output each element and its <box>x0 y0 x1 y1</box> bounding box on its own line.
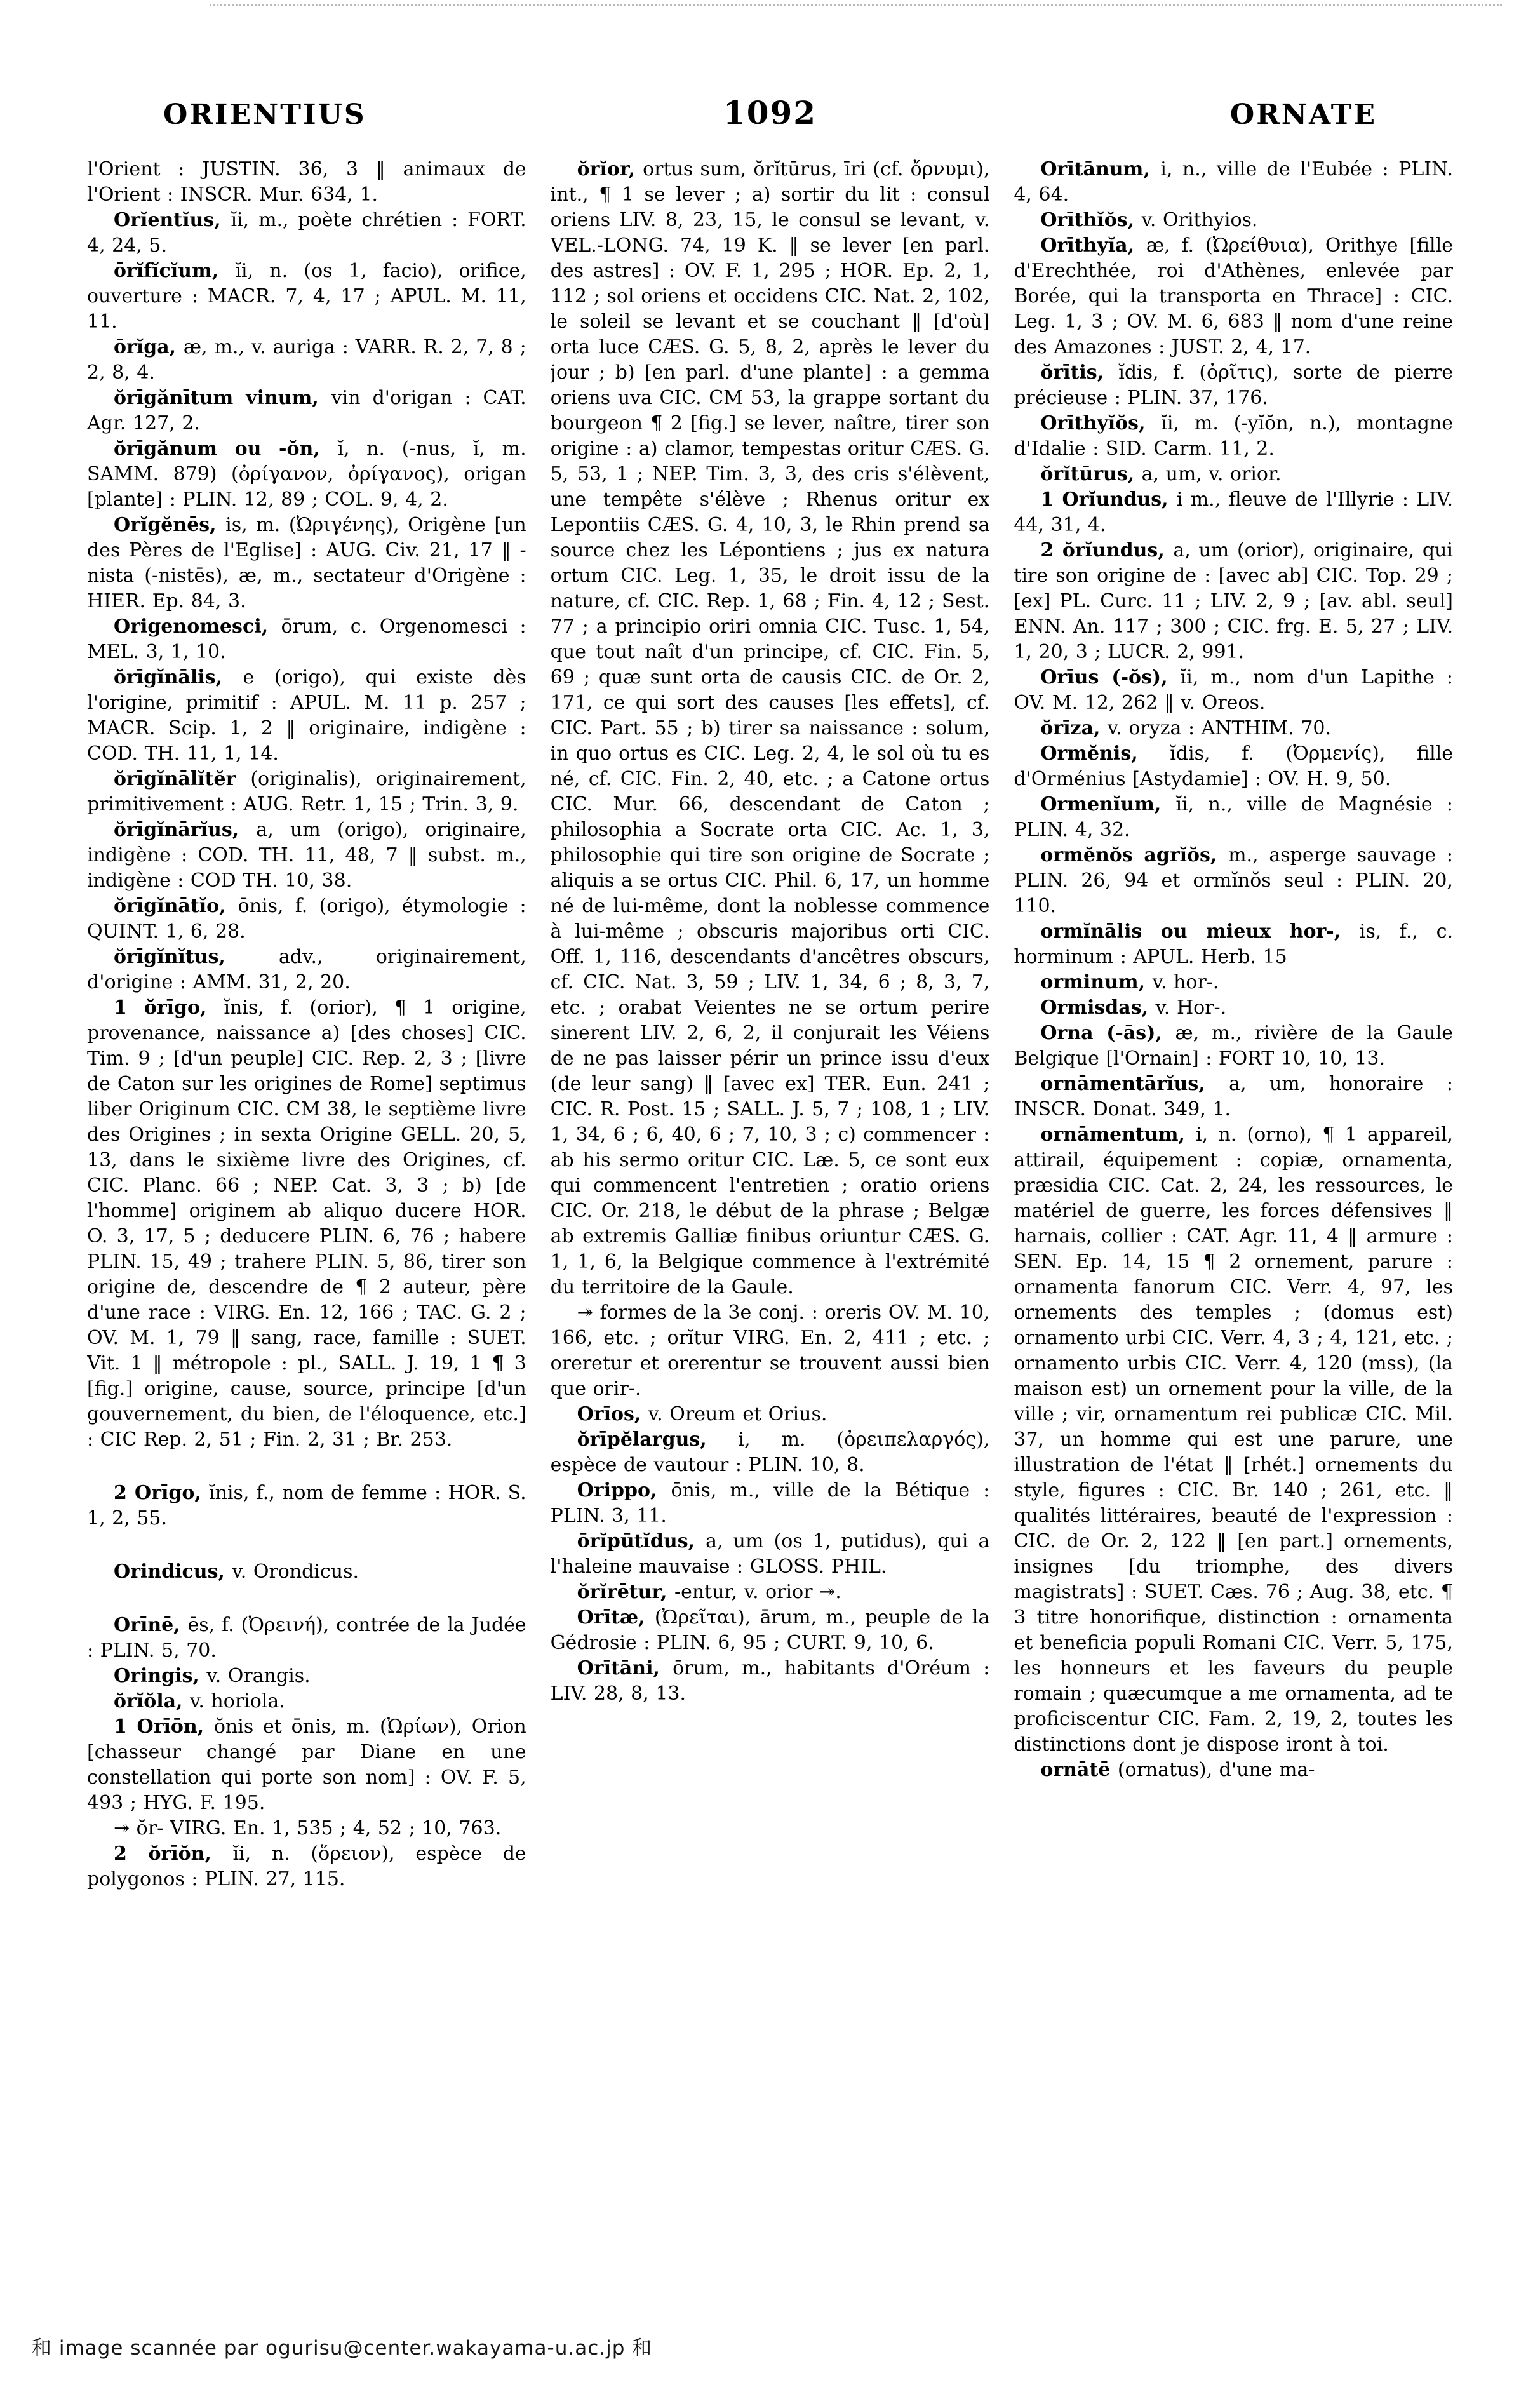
headword: Orīus (-ŏs), <box>1040 666 1181 689</box>
dictionary-entry: ↠ ŏr- VIRG. En. 1, 535 ; 4, 52 ; 10, 763. <box>114 1817 502 1839</box>
dictionary-entry: 1 ŏrīgo, ĭnis, f. (orior), ¶ 1 origine, provenance, naissance a) [des choses] CIC. Tim. 9 ; [d'un peuple] CIC. Rep. 2, 3 ; [livre de Caton sur les origines de Rome] septimus liber Originum CIC. CM 38, le septième livre des Origines ; in sexta Origine GELL. 20, 5, 13, dans le sixième livre des Origines, cf. CIC. Planc. 66 ; NEP. Cat. 3, 3 ; b) [de l'homme] originem ab aliquo ducere HOR. O. 3, 17, 5 ; deducere PLIN. 6, 76 ; habere PLIN. 15, 49 ; trahere PLIN. 5, 86, tirer son origine de, descendre de ¶ 2 auteur, père d'une race : VIRG. En. 12, 166 ; TAC. G. 2 ; OV. M. 1, 79 ‖ sang, race, famille : SUET. Vit. 1 ‖ métropole : pl., SALL. J. 19, 1 ¶ 3 [fig.] origine, cause, source, principe [d'un gouvernement, du bien, de l'éloquence, etc.] : CIC Rep. 2, 51 ; Fin. 2, 31 ; Br. 253. <box>87 997 526 1451</box>
column-center <box>551 157 990 2272</box>
headword: ormĕnŏs agrĭŏs, <box>1040 844 1229 866</box>
dictionary-entry: ŏrīgĭnārĭus, a, um (origo), originaire, indigène : COD. TH. 11, 48, 7 ‖ subst. m., indigène : COD TH. 10, 38. <box>87 819 526 892</box>
dictionary-entry: 2 Orīgo, ĭnis, f., nom de femme : HOR. S. 1, 2, 55. <box>87 1482 526 1529</box>
dictionary-entry: Orīnē, ēs, f. (Ὀρεινή), contrée de la Judée : PLIN. 5, 70. <box>87 1614 526 1662</box>
dictionary-entry: ŏrīgĭnālĭtĕr (originalis), originairement, primitivement : AUG. Retr. 1, 15 ; Trin. 3, 9. <box>87 768 526 816</box>
headword: 2 ŏrīŏn, <box>114 1843 233 1865</box>
headword: orminum, <box>1040 971 1153 993</box>
headword: ŏrīgĭnālĭtĕr <box>114 768 251 790</box>
dictionary-entry: Orna (-ās), æ, m., rivière de la Gaule Belgique [l'Ornain] : FORT 10, 10, 13. <box>1014 1022 1453 1070</box>
dictionary-entry: ornāmentum, i, n. (orno), ¶ 1 appareil, attirail, équipement : copiæ, ornamenta, præsidia CIC. Cat. 2, 24, les ressources, le matériel de guerre, les forces défensives ‖ harnais, collier : CAT. Agr. 11, 4 ‖ armure : SEN. Ep. 14, 15 ¶ 2 ornement, parure : ornamenta fanorum CIC. Verr. 4, 97, les ornements des temples ; (domus est) ornamento urbi CIC. Verr. 4, 3 ; 4, 121, etc. ; ornamento urbis CIC. Verr. 4, 120 (mss), (la maison est) un ornement pour la ville, de la ville ; vir, ornamentum rei publicæ CIC. Mil. 37, un homme qui est une parure, une illustration de l'état ‖ [rhét.] ornements du style, figures : CIC. Br. 140 ; 261, etc. ‖ qualités littéraires, beauté de l'expression : CIC. de Or. 2, 122 ‖ [en part.] ornements, insignes [du triomphe, des divers magistrats] : SUET. Cæs. 76 ; Aug. 38, etc. ¶ 3 titre honorifique, distinction : ornamenta et beneficia populi Romani CIC. Verr. 5, 175, les honneurs et les faveurs du peuple romain ; quæcumque a me ornamenta, ad te proficiscentur CIC. Fam. 2, 19, 2, toutes les distinctions dont je dispose iront à toi. <box>1014 1124 1454 1756</box>
dictionary-entry: Orītānum, i, n., ville de l'Eubée : PLIN. 4, 64. <box>1014 158 1454 206</box>
dictionary-entry: ōrĭpūtĭdus, a, um (os 1, putidus), qui a l'haleine mauvaise : GLOSS. PHIL. <box>550 1530 990 1578</box>
dictionary-entry: orminum, v. hor-. <box>1040 971 1219 993</box>
dictionary-entry: Orĭgĕnēs, is, m. (Ὠριγένης), Origène [un des Pères de l'Eglise] : AUG. Civ. 21, 17 ‖ -nista (-nistēs), æ, m., sectateur d'Origène : HIER. Ep. 84, 3. <box>87 514 526 612</box>
dictionary-entry: Orippo, ōnis, m., ville de la Bétique : PLIN. 3, 11. <box>550 1479 990 1527</box>
headword: ŏrīgĭnālis, <box>114 666 243 689</box>
dictionary-entry: ormĕnŏs agrĭŏs, m., asperge sauvage : PLIN. 26, 94 et ormĭnŏs seul : PLIN. 20, 110. <box>1014 844 1454 917</box>
headword: Orindicus, <box>114 1561 232 1583</box>
scan-credit: 和 image scannée par ogurisu@center.wakayama-u.ac.jp 和 <box>32 2337 653 2360</box>
dictionary-entry: ŏrīgĭnātĭo, ōnis, f. (origo), étymologie : QUINT. 1, 6, 28. <box>87 895 526 943</box>
headword: Ormisdas, <box>1040 997 1156 1019</box>
headword: Ormĕnis, <box>1040 743 1170 765</box>
headword: ornātē <box>1040 1759 1118 1781</box>
dictionary-entry: ormĭnālis ou mieux hor-, is, f., c. horminum : APUL. Herb. 15 <box>1014 920 1454 968</box>
headword: 1 ŏrīgo, <box>114 997 224 1019</box>
dictionary-entry: 2 ŏrĭundus, a, um (orior), originaire, qui tire son origine de : [avec ab] CIC. Top. 29 ; [ex] PL. Curc. 11 ; LIV. 2, 9 ; [av. abl. seul] ENN. An. 117 ; 300 ; CIC. frg. E. 5, 27 ; LIV. 1, 20, 3 ; LUCR. 2, 991. <box>1014 539 1454 663</box>
headword: Orītānum, <box>1040 158 1161 180</box>
dictionary-entry: 1 Orīōn, ŏnis et ōnis, m. (Ὠρίων), Orion [chasseur changé par Diane en une constellation qui porte son nom] : OV. F. 5, 493 ; HYG. F. 195. <box>87 1716 526 1814</box>
headword: ŏrītis, <box>1040 361 1119 384</box>
headword: ŏrīgănum ou -ŏn, <box>114 438 338 460</box>
headword: Orīthyĭa, <box>1040 234 1146 257</box>
headword: ormĭnālis ou mieux hor-, <box>1040 920 1360 943</box>
dictionary-entry: ŏrīgănum ou -ŏn, ĭ, n. (-nus, ĭ, m. SAMM. 879) (ὀρίγανον, ὀρίγανος), origan [plante] : PLIN. 12, 89 ; COL. 9, 4, 2. <box>87 438 526 511</box>
dictionary-entry: ŏrĭor, ortus sum, ŏrĭtūrus, īri (cf. ὄρνυμι), int., ¶ 1 se lever ; a) sortir du lit : consul oriens LIV. 8, 23, 15, le consul se levant, v. VEL.-LONG. 74, 19 K. ‖ se lever [en parl. des astres] : OV. F. 1, 295 ; HOR. Ep. 2, 1, 112 ; sol oriens et occidens CIC. Nat. 2, 102, le soleil se levant et se couchant ‖ [d'où] orta luce CÆS. G. 5, 8, 2, après le lever du jour ; b) [en parl. d'une plante] : a gemma oriens uva CIC. CM 53, la grappe sortant du bourgeon ¶ 2 [fig.] se lever, naître, tirer son origine : a) clamor, tempestas oritur CÆS. G. 5, 53, 1 ; NEP. Tim. 3, 3, des cris s'élèvent, une tempête s'élève ; Rhenus oritur ex Lepontiis CÆS. G. 4, 10, 3, le Rhin prend sa source chez les Lépontiens ; jus ex natura ortum CIC. Leg. 1, 35, le droit issu de la nature, cf. CIC. Rep. 1, 68 ; Fin. 4, 12 ; Sest. 77 ; a principio oriri omnia CIC. Tusc. 1, 54, que tout naît d'un principe, cf. CIC. Fin. 5, 69 ; quæ sunt orta de causis CIC. de Or. 2, 171, ce qui sort des causes [les effets], cf. CIC. Part. 55 ; b) tirer sa naissance : solum, in quo ortus es CIC. Leg. 2, 4, le sol où tu es né, cf. CIC. Fin. 2, 40, etc. ; a Catone ortus CIC. Mur. 66, descendant de Caton ; philosophia a Socrate orta CIC. Ac. 1, 3, philosophie qui tire son origine de Socrate ; aliquis a se ortus CIC. Phil. 6, 17, un homme né de lui-même, dont la noblesse commence à lui-même ; obscuris majoribus orti CIC. Off. 1, 116, descendants d'ancêtres obscurs, cf. CIC. Nat. 3, 59 ; LIV. 1, 34, 6 ; 8, 3, 7, etc. ; orabat Veientes ne se ortum perire sinerent LIV. 2, 6, 2, il conjurait les Véiens de ne pas laisser périr un prince issu d'eux (de leur sang) ‖ [avec ex] TER. Eun. 241 ; CIC. R. Post. 15 ; SALL. J. 5, 7 ; 108, 1 ; LIV. 1, 34, 6 ; 6, 40, 6 ; 7, 10, 3 ; c) commencer : ab his sermo oritur CIC. Læ. 5, ce sont eux qui commencent l'entretien ; oratio oriens CIC. Or. 218, le début de la phrase ; Belgæ ab extremis Galliæ finibus oriuntur CÆS. G. 1, 1, 6, la Belgique commence à l'extrémité du territoire de la Gaule. <box>550 158 990 1298</box>
dictionary-entry: Orindicus, v. Orondicus. <box>114 1561 359 1583</box>
dictionary-entry: Orĭentĭus, ĭi, m., poète chrétien : FORT. 4, 24, 5. <box>87 209 526 257</box>
dictionary-entry: Origenomesci, ōrum, c. Orgenomesci : MEL. 3, 1, 10. <box>87 615 526 663</box>
dictionary-entry: Orīthyĭŏs, ĭi, m. (-yĭŏn, n.), montagne d'Idalie : SID. Carm. 11, 2. <box>1014 412 1454 460</box>
headword: ŏrĭtūrus, <box>1040 463 1142 485</box>
running-head <box>163 94 1377 131</box>
headword: Orīos, <box>577 1403 648 1425</box>
text-columns <box>87 157 1453 2272</box>
headword: ŏrĭŏla, <box>114 1690 190 1712</box>
headword: 2 Orīgo, <box>114 1482 209 1504</box>
dictionary-entry: 2 ŏrīŏn, ĭi, n. (ὅρειον), espèce de polygonos : PLIN. 27, 115. <box>87 1843 526 1890</box>
dictionary-entry: l'Orient : JUSTIN. 36, 3 ‖ animaux de l'Orient : INSCR. Mur. 634, 1. <box>87 158 526 206</box>
page-number: 1092 <box>723 94 817 131</box>
headword: ŏrĭor, <box>577 158 643 180</box>
dictionary-entry: ornātē (ornatus), d'une ma- <box>1040 1759 1315 1781</box>
headword: ornāmentārĭus, <box>1040 1073 1229 1095</box>
headword: ŏrīgĭnārĭus, <box>114 819 257 841</box>
dictionary-entry: Orītāni, ōrum, m., habitants d'Oréum : LIV. 28, 8, 13. <box>550 1657 990 1705</box>
headword: Origenomesci, <box>114 615 281 638</box>
headword: Orĭentĭus, <box>114 209 231 231</box>
headword: Orĭgĕnēs, <box>114 514 226 536</box>
dictionary-entry: ŏrīgănītum vinum, vin d'origan : CAT. Agr. 127, 2. <box>87 387 526 434</box>
column-right <box>1014 157 1453 2272</box>
dictionary-entry: Oringis, v. Orangis. <box>114 1665 311 1687</box>
headword: 1 Orĭundus, <box>1040 488 1177 511</box>
headword: Orīnē, <box>114 1614 188 1636</box>
dictionary-entry: Orīthĭŏs, v. Orithyios. <box>1040 209 1258 231</box>
dictionary-entry: ŏrīgĭnālis, e (origo), qui existe dès l'origine, primitif : APUL. M. 11 p. 257 ; MACR. Scip. 1, 2 ‖ originaire, indigène : COD. TH. 11, 1, 14. <box>87 666 526 765</box>
headword: ōrĭpūtĭdus, <box>577 1530 706 1552</box>
headword: ōrĭga, <box>114 336 184 358</box>
dictionary-entry: ŏrĭrētur, -entur, v. orior ↠. <box>577 1581 841 1603</box>
dictionary-entry: Ormisdas, v. Hor-. <box>1040 997 1227 1019</box>
dictionary-entry: ŏrĭŏla, v. horiola. <box>114 1690 285 1712</box>
dictionary-entry: Orīos, v. Oreum et Orius. <box>577 1403 827 1425</box>
headword: Orītæ, <box>577 1606 655 1629</box>
dictionary-entry: ŏrĭtūrus, a, um, v. orior. <box>1040 463 1282 485</box>
headword: Orīthyĭŏs, <box>1040 412 1162 434</box>
headword: ornāmentum, <box>1040 1124 1196 1146</box>
dictionary-entry: Orīus (-ŏs), ĭi, m., nom d'un Lapithe : OV. M. 12, 262 ‖ v. Oreos. <box>1014 666 1454 714</box>
headword: ŏrĭrētur, <box>577 1581 674 1603</box>
headword: ōrĭfĭcĭum, <box>114 260 236 282</box>
dictionary-entry: 1 Orĭundus, i m., fleuve de l'Illyrie : LIV. 44, 31, 4. <box>1014 488 1454 536</box>
headword: Orīthĭŏs, <box>1040 209 1142 231</box>
dictionary-entry: ŏrīgĭnĭtus, adv., originairement, d'origine : AMM. 31, 2, 20. <box>87 946 526 993</box>
headword: 2 ŏrĭundus, <box>1040 539 1174 561</box>
header-right-guide-word: ORNATE <box>1229 98 1377 131</box>
headword: ŏrīgĭnĭtus, <box>114 946 279 968</box>
headword: Orna (-ās), <box>1040 1022 1175 1044</box>
dictionary-entry: ōrĭfĭcĭum, ĭi, n. (os 1, facio), orifice, ouverture : MACR. 7, 4, 17 ; APUL. M. 11, 11. <box>87 260 526 333</box>
headword: Ormenĭum, <box>1040 793 1176 816</box>
headword: ŏrīpĕlargus, <box>577 1428 739 1451</box>
dictionary-entry: Ormenĭum, ĭi, n., ville de Magnésie : PLIN. 4, 32. <box>1014 793 1454 841</box>
dictionary-entry: Ormĕnis, ĭdis, f. (Ὀρμενίς), fille d'Orménius [Astydamie] : OV. H. 9, 50. <box>1014 743 1454 790</box>
dictionary-entry: Orīthyĭa, æ, f. (Ὠρείθυια), Orithye [fille d'Erechthée, roi d'Athènes, enlevée par Borée, qui la transporta en Thrace] : CIC. Leg. 1, 3 ; OV. M. 6, 683 ‖ nom d'une reine des Amazones : JUST. 2, 4, 17. <box>1014 234 1454 358</box>
column-left <box>87 157 526 2272</box>
dictionary-entry: ōrĭga, æ, m., v. auriga : VARR. R. 2, 7, 8 ; 2, 8, 4. <box>87 336 526 384</box>
dictionary-entry: ŏrīza, v. oryza : ANTHIM. 70. <box>1040 717 1332 739</box>
dictionary-entry: ŏrītis, ĭdis, f. (ὀρῖτις), sorte de pierre précieuse : PLIN. 37, 176. <box>1014 361 1454 409</box>
headword: 1 Orīōn, <box>114 1716 214 1738</box>
dictionary-entry: ↠ formes de la 3e conj. : oreris OV. M. 10, 166, etc. ; orĭtur VIRG. En. 2, 411 ; etc. ; oreretur et orerentur se trouvent aussi bien que orir-. <box>550 1301 990 1400</box>
headword: Orītāni, <box>577 1657 673 1679</box>
headword: Orippo, <box>577 1479 671 1502</box>
headword: ŏrīza, <box>1040 717 1108 739</box>
headword: ŏrīgĭnātĭo, <box>114 895 238 917</box>
dictionary-entry: ornāmentārĭus, a, um, honoraire : INSCR. Donat. 349, 1. <box>1014 1073 1454 1120</box>
dictionary-entry: Orītæ, (Ὠρεῖται), ārum, m., peuple de la Gédrosie : PLIN. 6, 95 ; CURT. 9, 10, 6. <box>550 1606 990 1654</box>
header-left-guide-word: ORIENTIUS <box>163 98 366 131</box>
headword: Oringis, <box>114 1665 207 1687</box>
headword: ŏrīgănītum vinum, <box>114 387 331 409</box>
dictionary-entry: ŏrīpĕlargus, i, m. (ὀρειπελαργός), espèce de vautour : PLIN. 10, 8. <box>550 1428 990 1476</box>
